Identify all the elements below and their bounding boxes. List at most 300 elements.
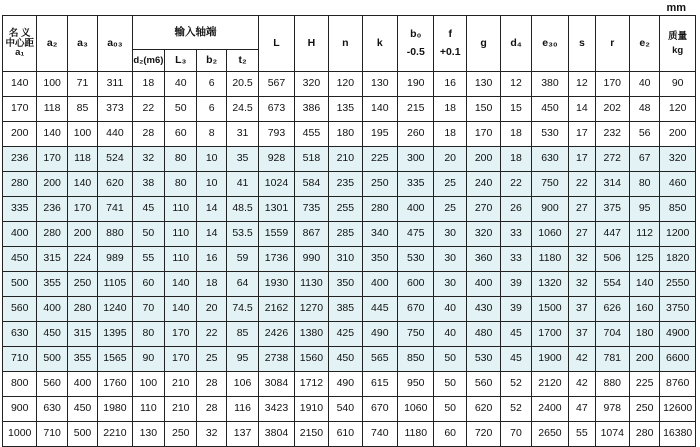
header-n: n [329,16,362,72]
table-cell: 20.5 [226,72,258,97]
table-cell: 26 [501,197,531,222]
table-cell: 120 [660,97,696,122]
table-cell: 47 [569,397,595,422]
table-cell: 12 [569,72,595,97]
table-cell: 170 [466,122,500,147]
table-cell: 42 [569,347,595,372]
table-cell: 530 [398,247,434,272]
table-cell: 950 [398,372,434,397]
table-cell: 735 [294,197,328,222]
header-b2: b₂ [197,50,226,72]
table-cell: 35 [226,147,258,172]
table-cell: 85 [67,97,97,122]
table-cell: 95 [629,197,659,222]
table-cell: 180 [329,122,362,147]
header-d4: d₄ [501,16,531,72]
table-cell: 118 [67,147,97,172]
table-row [3,372,696,397]
table-cell: 140 [165,272,197,297]
table-row [3,422,696,447]
table-cell: 311 [98,72,132,97]
table-cell: 3423 [259,397,294,422]
table-cell: 990 [294,247,328,272]
table-cell: 2550 [660,272,696,297]
table-cell: 250 [165,422,197,447]
table-cell: 460 [660,172,696,197]
table-cell: 445 [362,297,397,322]
table-cell: 224 [67,247,97,272]
table-cell: 880 [595,372,629,397]
header-a03: a₀₃ [98,16,132,72]
table-cell: 240 [466,172,500,197]
header-r: r [595,16,629,72]
table-cell: 110 [165,247,197,272]
table-cell: 1180 [531,247,568,272]
table-cell: 6 [197,97,226,122]
table-cell: 32 [569,272,595,297]
table-cell: 1395 [98,322,132,347]
table-cell: 112 [629,222,659,247]
table-cell: 6 [197,72,226,97]
table-cell: 41 [226,172,258,197]
table-cell: 375 [595,197,629,222]
table-cell: 500 [3,272,37,297]
header-a3: a₃ [67,16,97,72]
table-cell: 490 [362,322,397,347]
table-cell: 16380 [660,422,696,447]
table-cell: 450 [329,347,362,372]
table-cell: 200 [3,122,37,147]
table-cell: 3084 [259,372,294,397]
table-cell: 120 [329,72,362,97]
table-cell: 1565 [98,347,132,372]
table-cell: 14 [197,222,226,247]
table-cell: 170 [595,72,629,97]
table-cell: 10 [197,147,226,172]
header-center-distance: 名 义 中心距 a₁ [3,16,37,72]
table-cell: 50 [434,347,466,372]
table-cell: 1301 [259,197,294,222]
table-cell: 106 [226,372,258,397]
table-cell: 781 [595,347,629,372]
table-cell: 1900 [531,347,568,372]
table-cell: 30 [434,247,466,272]
table-cell: 60 [165,122,197,147]
table-cell: 1320 [531,272,568,297]
table-cell: 710 [37,422,67,447]
table-cell: 2120 [531,372,568,397]
table-cell: 22 [501,172,531,197]
table-cell: 710 [3,347,37,372]
table-row [3,397,696,422]
header-mass: 质量 kg [660,16,696,72]
table-cell: 320 [466,222,500,247]
table-cell: 28 [197,397,226,422]
header-d2: d₂(m6) [132,50,164,72]
table-cell: 170 [67,197,97,222]
header-b0: b₀ -0.5 [398,16,434,72]
table-cell: 110 [132,397,164,422]
table-cell: 200 [660,122,696,147]
table-row [3,72,696,97]
table-cell: 59 [226,247,258,272]
table-cell: 110 [165,197,197,222]
table-cell: 400 [3,222,37,247]
table-cell: 425 [329,322,362,347]
table-cell: 20 [434,147,466,172]
table-cell: 250 [629,397,659,422]
table-cell: 524 [98,147,132,172]
table-cell: 1130 [294,272,328,297]
table-cell: 610 [329,422,362,447]
table-cell: 560 [3,297,37,322]
table-cell: 320 [294,72,328,97]
table-cell: 45 [501,347,531,372]
table-cell: 30 [434,272,466,297]
table-cell: 33 [501,222,531,247]
table-cell: 518 [294,147,328,172]
table-cell: 16 [197,247,226,272]
table-cell: 31 [226,122,258,147]
table-cell: 1736 [259,247,294,272]
table-cell: 928 [259,147,294,172]
table-cell: 70 [132,297,164,322]
table-cell: 1980 [98,397,132,422]
table-cell: 673 [259,97,294,122]
header-e2: e₂ [629,16,659,72]
table-cell: 260 [398,122,434,147]
table-cell: 45 [501,322,531,347]
table-cell: 130 [362,72,397,97]
table-row [3,122,696,147]
table-cell: 202 [595,97,629,122]
table-cell: 900 [3,397,37,422]
table-cell: 25 [434,172,466,197]
table-cell: 80 [165,147,197,172]
table-cell: 850 [398,347,434,372]
table-cell: 32 [569,247,595,272]
table-cell: 400 [398,197,434,222]
table-cell: 793 [259,122,294,147]
table-cell: 740 [362,422,397,447]
table-cell: 340 [362,222,397,247]
table-cell: 1074 [595,422,629,447]
table-cell: 25 [197,347,226,372]
table-cell: 3804 [259,422,294,447]
table-cell: 1910 [294,397,328,422]
header-s: s [569,16,595,72]
table-cell: 450 [3,247,37,272]
table-cell: 55 [132,247,164,272]
table-cell: 42 [569,372,595,397]
table-cell: 1560 [294,347,328,372]
table-cell: 3750 [660,297,696,322]
table-cell: 40 [434,322,466,347]
table-cell: 490 [329,372,362,397]
table-cell: 315 [37,247,67,272]
table-cell: 8 [197,122,226,147]
table-row [3,222,696,247]
table-cell: 100 [132,372,164,397]
table-cell: 560 [37,372,67,397]
table-cell: 400 [67,372,97,397]
table-cell: 600 [398,272,434,297]
table-cell: 116 [226,397,258,422]
table-cell: 33 [501,247,531,272]
table-cell: 16 [434,72,466,97]
table-cell: 39 [501,297,531,322]
table-cell: 18 [501,147,531,172]
table-cell: 18 [197,272,226,297]
table-row [3,272,696,297]
table-cell: 400 [362,272,397,297]
table-cell: 500 [67,422,97,447]
table-cell: 1200 [660,222,696,247]
table-cell: 500 [37,347,67,372]
table-cell: 140 [629,272,659,297]
table-cell: 450 [67,397,97,422]
table-cell: 80 [629,172,659,197]
table-cell: 704 [595,322,629,347]
table-cell: 14 [569,97,595,122]
table-cell: 236 [37,197,67,222]
table-cell: 18 [434,122,466,147]
table-cell: 1240 [98,297,132,322]
table-cell: 170 [165,322,197,347]
table-cell: 480 [466,322,500,347]
table-cell: 235 [329,172,362,197]
table-cell: 270 [466,197,500,222]
table-cell: 232 [595,122,629,147]
table-cell: 741 [98,197,132,222]
table-cell: 140 [165,297,197,322]
table-cell: 40 [629,72,659,97]
table-cell: 90 [660,72,696,97]
table-cell: 360 [466,247,500,272]
table-cell: 28 [197,372,226,397]
table-cell: 22 [569,172,595,197]
table-cell: 37 [569,297,595,322]
table-cell: 2400 [531,397,568,422]
table-cell: 300 [398,147,434,172]
table-cell: 20 [197,297,226,322]
table-cell: 150 [466,97,500,122]
table-cell: 750 [398,322,434,347]
table-cell: 50 [132,222,164,247]
table-cell: 39 [501,272,531,297]
table-cell: 28 [132,122,164,147]
header-k: k [362,16,397,72]
table-cell: 118 [37,97,67,122]
table-cell: 85 [226,322,258,347]
table-body [3,72,696,447]
table-cell: 455 [294,122,328,147]
table-cell: 280 [362,197,397,222]
table-cell: 280 [3,172,37,197]
table-cell: 450 [37,322,67,347]
table-row [3,322,696,347]
table-cell: 430 [466,297,500,322]
header-f: f +0.1 [434,16,466,72]
table-cell: 1380 [294,322,328,347]
table-cell: 285 [329,222,362,247]
table-cell: 250 [362,172,397,197]
table-cell: 335 [3,197,37,222]
table-cell: 200 [67,222,97,247]
table-cell: 4900 [660,322,696,347]
table-cell: 215 [398,97,434,122]
table-cell: 80 [165,172,197,197]
table-cell: 670 [362,397,397,422]
spec-table [2,15,696,447]
table-cell: 140 [362,97,397,122]
table-cell: 380 [531,72,568,97]
table-cell: 125 [629,247,659,272]
table-cell: 18 [434,97,466,122]
table-cell: 1060 [398,397,434,422]
header-H: H [294,16,328,72]
table-cell: 170 [3,97,37,122]
table-cell: 100 [37,72,67,97]
header-L: L [259,16,294,72]
table-cell: 554 [595,272,629,297]
table-row [3,197,696,222]
table-cell: 12600 [660,397,696,422]
table-cell: 45 [132,197,164,222]
table-cell: 560 [466,372,500,397]
table-cell: 160 [629,297,659,322]
table-cell: 314 [595,172,629,197]
table-cell: 110 [165,222,197,247]
table-cell: 630 [37,397,67,422]
table-cell: 440 [98,122,132,147]
table-cell: 1270 [294,297,328,322]
header-L3: L₃ [165,50,197,72]
table-cell: 530 [466,347,500,372]
table-cell: 272 [595,147,629,172]
table-cell: 385 [329,297,362,322]
table-cell: 2162 [259,297,294,322]
table-cell: 64 [226,272,258,297]
table-cell: 978 [595,397,629,422]
table-row [3,97,696,122]
table-cell: 1024 [259,172,294,197]
table-cell: 250 [67,272,97,297]
table-cell: 32 [197,422,226,447]
table-cell: 210 [329,147,362,172]
table-cell: 447 [595,222,629,247]
table-cell: 140 [67,172,97,197]
table-cell: 18 [132,72,164,97]
table-cell: 8760 [660,372,696,397]
table-cell: 400 [37,297,67,322]
table-cell: 95 [226,347,258,372]
table-cell: 52 [501,372,531,397]
table-cell: 350 [329,272,362,297]
table-cell: 630 [531,147,568,172]
table-cell: 867 [294,222,328,247]
table-cell: 567 [259,72,294,97]
table-cell: 27 [569,197,595,222]
table-row [3,347,696,372]
table-cell: 2210 [98,422,132,447]
table-row [3,147,696,172]
table-row [3,297,696,322]
table-cell: 15 [501,97,531,122]
table-cell: 225 [362,147,397,172]
table-cell: 900 [531,197,568,222]
table-cell: 27 [569,222,595,247]
table-cell: 450 [531,97,568,122]
table-cell: 280 [629,422,659,447]
table-cell: 190 [398,72,434,97]
table-cell: 135 [329,97,362,122]
table-cell: 2650 [531,422,568,447]
table-cell: 236 [3,147,37,172]
table-cell: 210 [165,372,197,397]
table-cell: 315 [67,322,97,347]
table-cell: 565 [362,347,397,372]
table-cell: 475 [398,222,434,247]
table-cell: 37 [569,322,595,347]
table-cell: 50 [165,97,197,122]
table-cell: 1712 [294,372,328,397]
table-cell: 180 [629,322,659,347]
table-cell: 880 [98,222,132,247]
table-cell: 750 [531,172,568,197]
table-cell: 12 [501,72,531,97]
table-cell: 2426 [259,322,294,347]
table-cell: 71 [67,72,97,97]
table-cell: 137 [226,422,258,447]
table-cell: 130 [466,72,500,97]
table-cell: 30 [434,222,466,247]
table-cell: 100 [67,122,97,147]
table-cell: 56 [629,122,659,147]
table-cell: 70 [501,422,531,447]
table-cell: 140 [3,72,37,97]
table-cell: 355 [37,272,67,297]
table-cell: 17 [569,147,595,172]
table-cell: 24.5 [226,97,258,122]
table-cell: 1700 [531,322,568,347]
table-cell: 386 [294,97,328,122]
table-cell: 17 [569,122,595,147]
table-cell: 355 [67,347,97,372]
table-cell: 210 [165,397,197,422]
table-cell: 280 [67,297,97,322]
table-cell: 40 [434,297,466,322]
table-cell: 60 [434,422,466,447]
table-cell: 2738 [259,347,294,372]
table-cell: 373 [98,97,132,122]
table-cell: 620 [466,397,500,422]
table-cell: 14 [197,197,226,222]
table-cell: 25 [434,197,466,222]
table-cell: 989 [98,247,132,272]
table-cell: 10 [197,172,226,197]
header-e30: e₃₀ [531,16,568,72]
table-cell: 50 [434,397,466,422]
table-cell: 800 [3,372,37,397]
table-cell: 74.5 [226,297,258,322]
table-cell: 350 [362,247,397,272]
table-cell: 48.5 [226,197,258,222]
table-cell: 6600 [660,347,696,372]
table-cell: 90 [132,347,164,372]
table-cell: 1060 [531,222,568,247]
table-cell: 280 [37,222,67,247]
